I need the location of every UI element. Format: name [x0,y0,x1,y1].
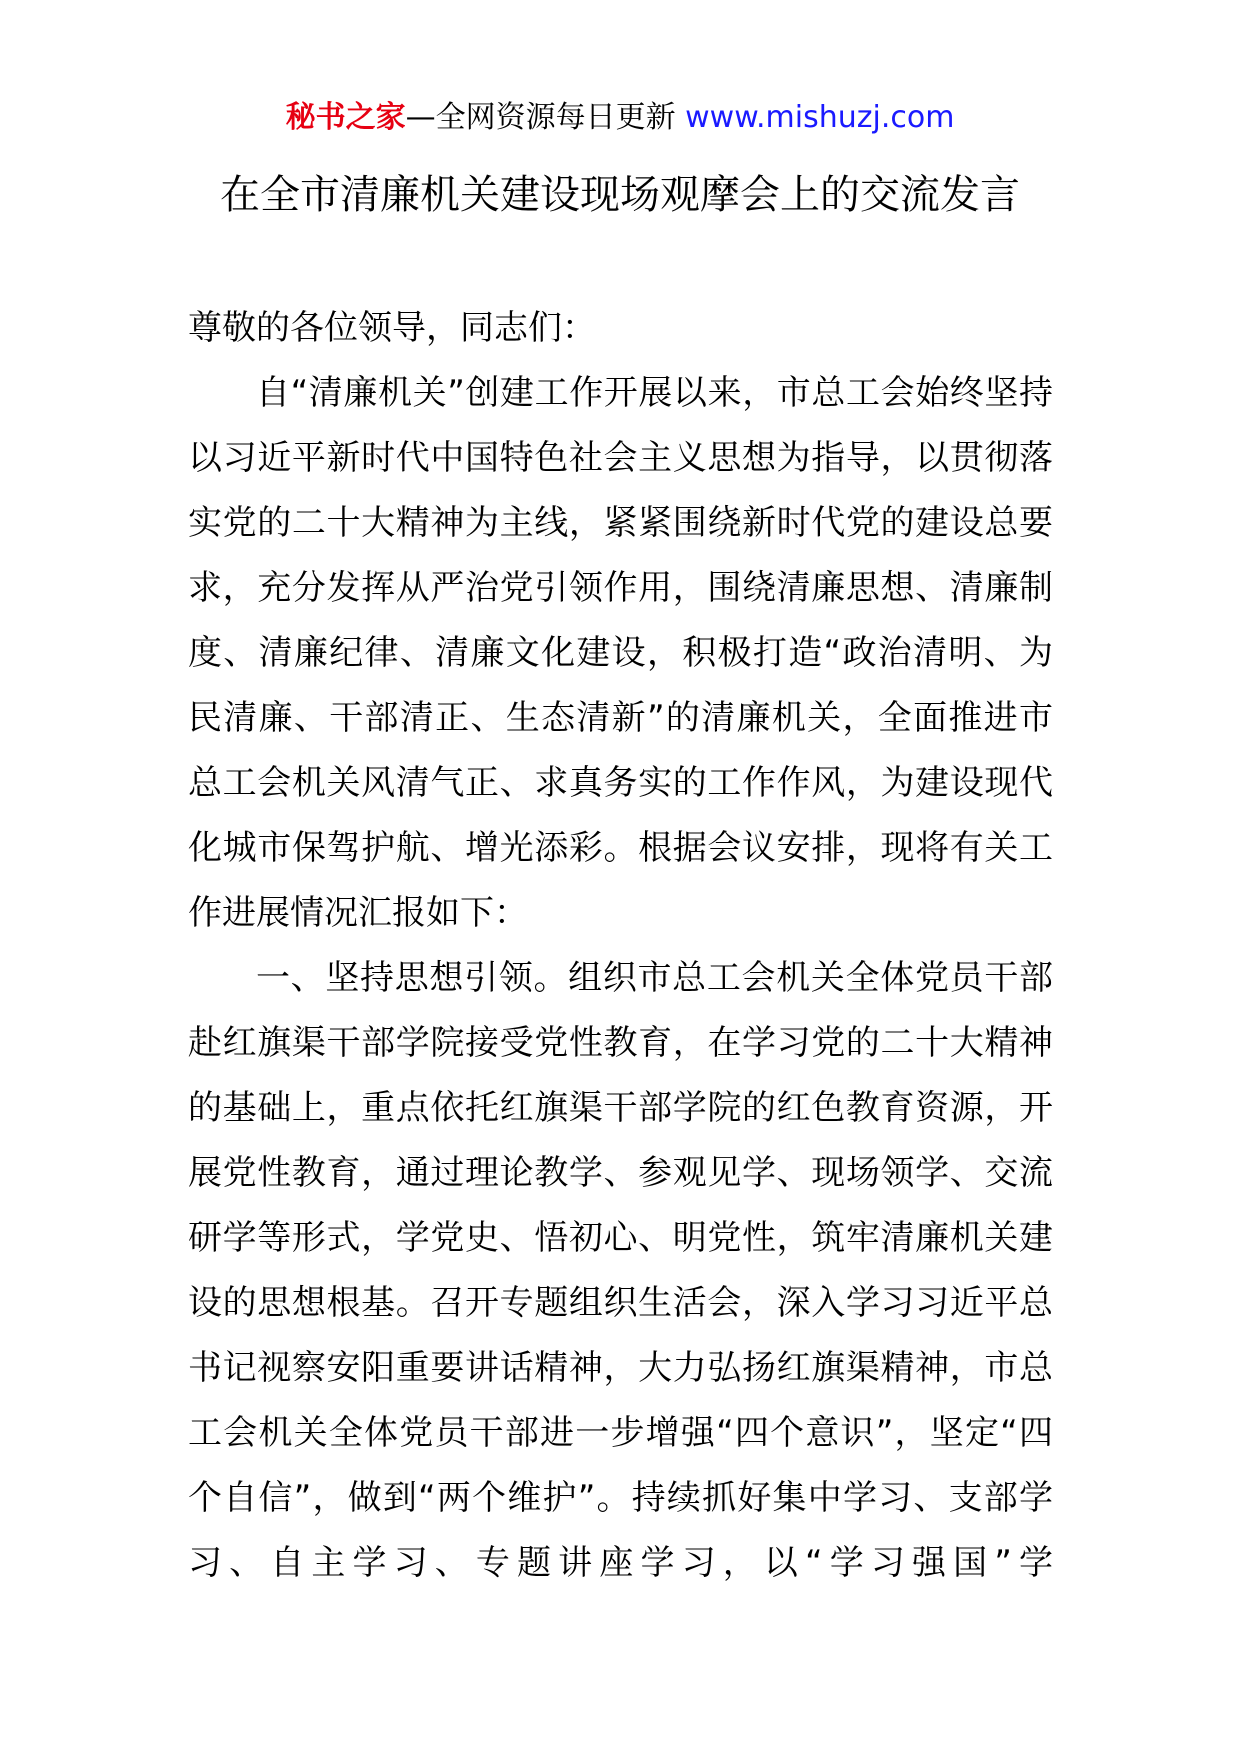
paragraph-ideology: 一、坚持思想引领。组织市总工会机关全体党员干部赴红旗渠干部学院接受党性教育，在学习党的二十大精神的基础上，重点依托红旗渠干部学院的红色教育资源，开展党性教育，通过理论教学、参观见学、现场领学、交流研学等形式，学党史、悟初心、明党性，筑牢清廉机关建设的思想根基。召开专题组织生活会，深入学习习近平总书记视察安阳重要讲话精神，大力弘扬红旗渠精神，市总工会机关全体党员干部进一步增强“四个意识”，坚定“四个自信”，做到“两个维护”。持续抓好集中学习、支部学习、自主学习、专题讲座学习，以“学习强国”学 [188,958,1053,1583]
document-body [188,296,1053,1596]
paragraph-intro: 自“清廉机关”创建工作开展以来，市总工会始终坚持以习近平新时代中国特色社会主义思想为指导，以贯彻落实党的二十大精神为主线，紧紧围绕新时代党的建设总要求，充分发挥从严治党引领作用，围绕清廉思想、清廉制度、清廉纪律、清廉文化建设，积极打造“政治清明、为民清廉、干部清正、生态清新”的清廉机关，全面推进市总工会机关风清气正、求真务实的工作作风，为建设现代化城市保驾护航、增光添彩。根据会议安排，现将有关工作进展情况汇报如下： [188,373,1053,933]
document-title: 在全市清廉机关建设现场观摩会上的交流发言 [220,172,1020,218]
site-tagline: —全网资源每日更新 [405,100,676,135]
site-url-link[interactable]: www.mishuzj.com [685,100,955,135]
site-header [0,98,1240,138]
salutation: 尊敬的各位领导，同志们： [188,308,596,348]
site-brand: 秘书之家 [285,100,406,135]
